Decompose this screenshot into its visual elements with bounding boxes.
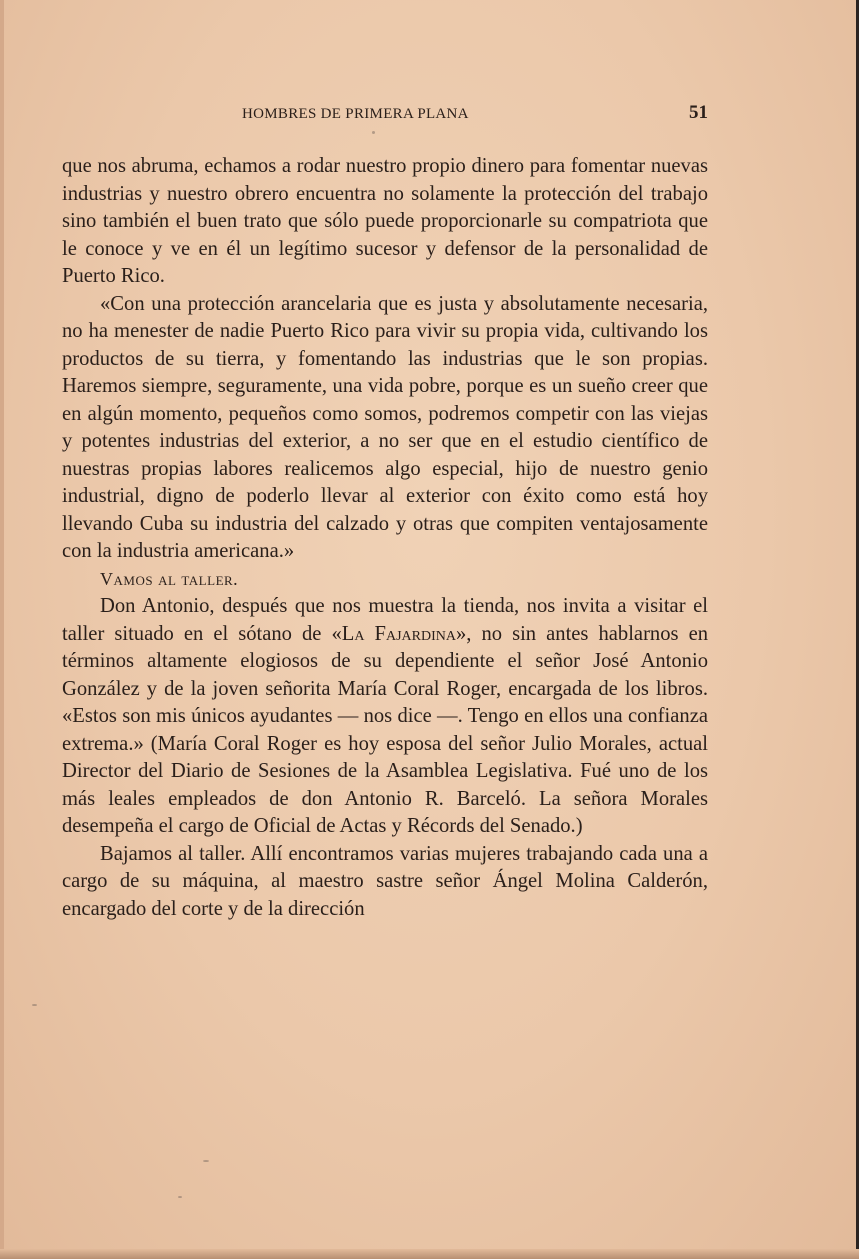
- page-number: 51: [689, 102, 708, 123]
- body-text: [62, 153, 708, 923]
- paper-speck: [372, 131, 375, 134]
- paragraph-3: [62, 593, 708, 841]
- store-name: La Fajardina: [341, 622, 456, 645]
- paragraph-4: Bajamos al taller. Allí encontramos varias mujeres trabajando cada una a cargo de su máquina, al maestro sastre señor Ángel Molina Calderón, encargado del corte y de la dirección: [62, 842, 708, 920]
- paragraph-3-part-2: », no sin antes hablarnos en términos altamente elogiosos de su dependiente el señor José Antonio González y de la joven señorita María Coral Roger, encargada de los libros. «Estos son mis únicos ayudantes — nos dice —. Tengo en ellos una confianza extrema.» (María Coral Roger es hoy esposa del señor Julio Morales, actual Director del Diario de Sesiones de la Asamblea Legislativa. Fué uno de los más leales empleados de don Antonio R. Barceló. La señora Morales desempeña el cargo de Oficial de Actas y Récords del Senado.): [62, 622, 709, 837]
- paragraph-2: «Con una protección arancelaria que es justa y absolutamente necesaria, no ha menester de nadie Puerto Rico para vivir su propia vida, cultivando los productos de su tierra, y fomentando las industrias que le son propias. Haremos siempre, seguramente, una vida pobre, porque es un sueño creer que en algún momento, pequeños como somos, podremos competir con las viejas y potentes industrias del exterior, a no ser que en el estudio científico de nuestras propias labores realicemos algo especial, hijo de nuestro genio industrial, digno de poderlo llevar al exterior con éxito como está hoy llevando Cuba su industria del calzado y otras que compiten ventajosamente con la industria americana.»: [62, 292, 708, 562]
- paper-speck: [32, 1004, 37, 1006]
- running-title: HOMBRES DE PRIMERA PLANA: [242, 106, 469, 122]
- paragraph-3-part-1: Don Antonio, después que nos muestra la tienda, nos invita a visitar el taller situado en el sótano de «: [62, 595, 708, 645]
- paper-speck: [178, 1196, 182, 1198]
- paragraph-1: que nos abruma, echamos a rodar nuestro propio dinero para fomentar nuevas industrias y nuestro obrero encuentra no solamente la protección del trabajo sino también el buen trato que sólo puede proporcionarle su compatriota que le conoce y ve en él un legítimo sucesor y defensor de la personalidad de Puerto Rico.: [62, 155, 708, 287]
- page-header: [62, 102, 708, 128]
- page-left-edge: [0, 0, 4, 1259]
- paper-speck: [203, 1160, 209, 1162]
- section-heading: Vamos al taller.: [100, 568, 239, 589]
- page-bottom-edge: [0, 1249, 859, 1259]
